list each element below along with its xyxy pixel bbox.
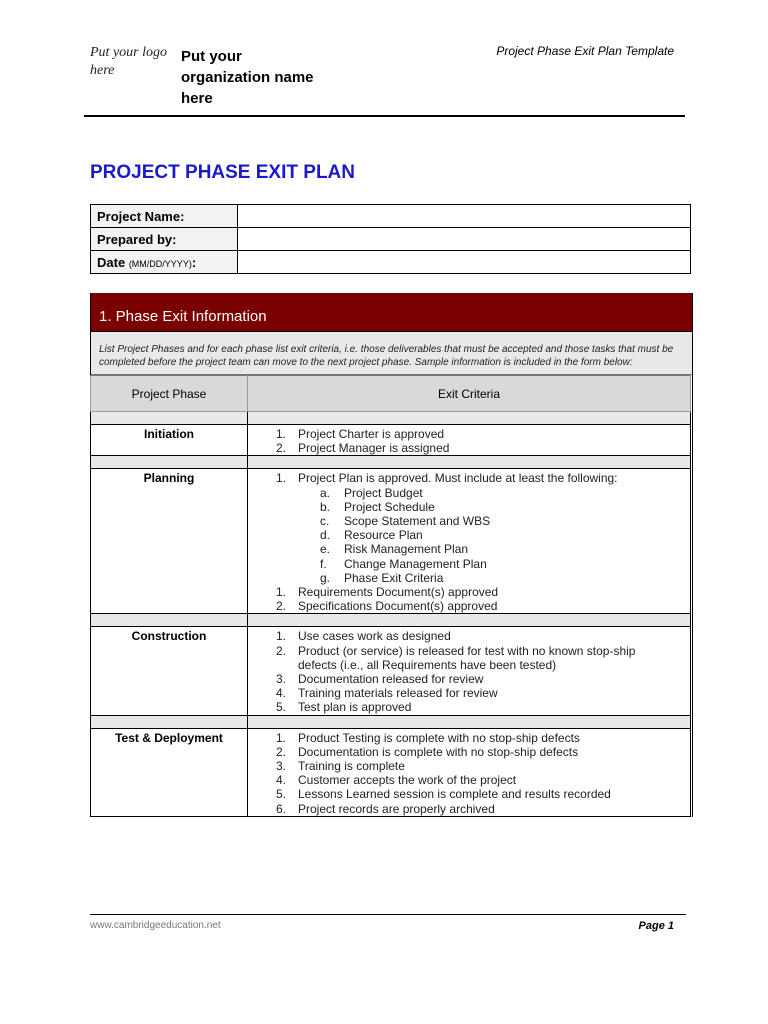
prepared-by-label: Prepared by: — [91, 228, 238, 251]
template-title: Project Phase Exit Plan Template — [496, 44, 674, 58]
list-item: 5. Lessons Learned session is complete and results recorded — [276, 787, 611, 802]
list-item: 5. Test plan is approved — [276, 700, 412, 715]
project-name-label: Project Name: — [91, 205, 238, 228]
list-item: 1. Product Testing is complete with no stop-ship defects — [276, 730, 580, 745]
sub-list-item: b. Project Schedule — [320, 499, 435, 514]
section-intro: List Project Phases and for each phase list exit criteria, i.e. those deliverables that must be accepted and those tasks that must be completed before the project team can move to the next project phase. Sample information is included in the form below: — [91, 332, 692, 375]
criteria-planning — [248, 469, 691, 614]
list-item: 1. Requirements Document(s) approved — [276, 585, 499, 600]
list-item: 1. Use cases work as designed — [276, 629, 451, 644]
criteria-test-deployment — [248, 728, 691, 816]
list-item: 2. Documentation is complete with no stop-ship defects — [276, 744, 579, 759]
table-header-row — [91, 376, 691, 412]
list-item: 2. Specifications Document(s) approved — [276, 599, 498, 614]
phase-exit-section — [90, 293, 693, 817]
project-info-table — [90, 204, 691, 274]
list-item: 2. Project Manager is assigned — [276, 441, 450, 456]
logo-placeholder: Put your logo here — [90, 45, 167, 78]
header-divider — [84, 115, 685, 117]
phase-name-initiation: Initiation — [91, 425, 248, 456]
footer-divider — [90, 914, 686, 915]
section-heading: 1. Phase Exit Information — [91, 293, 692, 332]
table-row — [91, 627, 691, 715]
page-number: Page 1 — [638, 920, 674, 932]
table-row — [91, 469, 691, 614]
sub-list-item: c. Scope Statement and WBS — [320, 514, 491, 529]
sub-list-item: d. Resource Plan — [320, 528, 423, 543]
list-item: 4. Training materials released for review — [276, 686, 498, 701]
spacer-row — [91, 614, 691, 627]
phase-name-planning: Planning — [91, 469, 248, 614]
organization-name: Put your organization name here — [181, 48, 314, 107]
date-row — [91, 251, 691, 274]
date-label — [91, 251, 238, 274]
criteria-construction — [248, 627, 691, 715]
sub-list-item: e. Risk Management Plan — [320, 542, 469, 557]
list-item: 1. Project Charter is approved — [276, 427, 445, 441]
phase-name-test-deployment: Test & Deployment — [91, 728, 248, 816]
footer-url: www.cambridgeeducation.net — [90, 920, 221, 931]
sub-list-item: f. Change Management Plan — [320, 556, 487, 571]
list-item-continuation: defects (i.e., all Requirements have been tested) — [298, 657, 557, 672]
list-item: 6. Project records are properly archived — [276, 801, 495, 816]
table-row — [91, 425, 691, 456]
list-item: 3. Training is complete — [276, 759, 405, 774]
spacer-row — [91, 715, 691, 728]
date-label-text: Date — [97, 254, 126, 270]
phase-exit-table — [90, 375, 691, 817]
column-header-phase: Project Phase — [91, 376, 248, 412]
date-format-hint: (MM/DD/YYYY) — [128, 258, 192, 269]
criteria-initiation — [248, 425, 691, 456]
list-item: 3. Documentation released for review — [276, 672, 484, 687]
project-name-row — [91, 205, 691, 228]
prepared-by-row — [91, 228, 691, 251]
list-item: 2. Product (or service) is released for test with no known stop-ship — [276, 643, 636, 658]
spacer-row — [91, 412, 691, 425]
date-label-colon: : — [191, 254, 197, 270]
phase-name-construction: Construction — [91, 627, 248, 715]
date-field[interactable] — [238, 251, 691, 274]
column-header-criteria: Exit Criteria — [248, 376, 691, 412]
page-title: PROJECT PHASE EXIT PLAN — [90, 162, 355, 183]
table-row — [91, 728, 691, 816]
prepared-by-field[interactable] — [238, 228, 691, 251]
list-item: 4. Customer accepts the work of the project — [276, 773, 517, 788]
sub-list-item: g. Phase Exit Criteria — [320, 570, 444, 585]
project-name-field[interactable] — [238, 205, 691, 228]
list-item: 1. Project Plan is approved. Must include at least the following: — [276, 471, 618, 486]
spacer-row — [91, 456, 691, 469]
sub-list-item: a. Project Budget — [320, 485, 423, 500]
